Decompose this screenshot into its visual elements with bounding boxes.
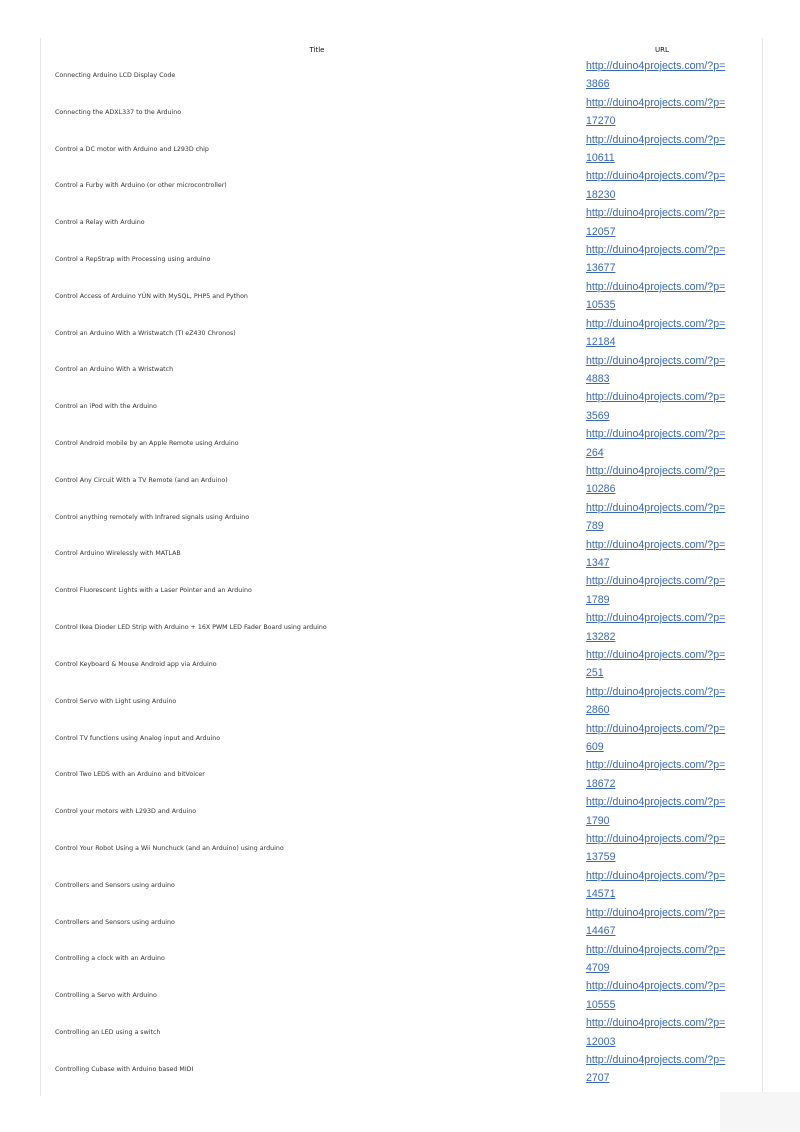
url-cell [586, 536, 738, 573]
table-row [48, 241, 738, 278]
project-title: Control your motors with L293D and Arduino [55, 808, 197, 816]
table-row [48, 94, 738, 131]
url-cell [586, 315, 738, 352]
project-title: Control Ikea Dioder LED Strip with Arduino + 16X PWM LED Fader Board using arduino [55, 624, 327, 632]
project-url-link[interactable]: http://duino4projects.com/?p=2707 [586, 1053, 726, 1085]
url-cell [586, 720, 738, 757]
column-header-title: Title [309, 45, 325, 54]
project-title: Control a DC motor with Arduino and L293D chip [55, 145, 209, 153]
project-url-link[interactable]: http://duino4projects.com/?p=3569 [586, 391, 726, 422]
url-cell [586, 904, 738, 941]
project-url-link[interactable]: http://duino4projects.com/?p=10286 [586, 464, 726, 496]
url-cell [586, 388, 738, 425]
url-cell [586, 57, 738, 94]
url-cell [586, 609, 738, 646]
project-url-link[interactable]: http://duino4projects.com/?p=14467 [586, 906, 726, 938]
project-url-link[interactable]: http://duino4projects.com/?p=609 [586, 722, 726, 754]
table-row [48, 425, 738, 462]
project-title: Control Android mobile by an Apple Remote using Arduino [55, 440, 239, 448]
page-corner-shade [720, 1092, 800, 1132]
project-title: Control Any Circuit With a TV Remote (and an Arduino) [55, 476, 228, 484]
url-cell [586, 499, 738, 536]
table-row [48, 1014, 738, 1051]
table-row [48, 315, 738, 352]
table-row [48, 904, 738, 941]
table-row [48, 609, 738, 646]
url-cell [586, 278, 738, 315]
project-title: Controllers and Sensors using arduino [55, 918, 175, 926]
url-cell [586, 131, 738, 168]
project-title: Control Servo with Light using Arduino [55, 697, 177, 705]
url-cell [586, 756, 738, 793]
table-row [48, 57, 738, 94]
project-title: Control Two LEDS with an Arduino and bitVoicer [55, 771, 205, 779]
table-row [48, 131, 738, 168]
url-cell [586, 1051, 738, 1088]
table-row [48, 793, 738, 830]
url-cell [586, 867, 738, 904]
table-row [48, 572, 738, 609]
table-row [48, 720, 738, 757]
url-cell [586, 241, 738, 278]
project-title: Control a RepStrap with Processing using arduino [55, 255, 211, 263]
project-title: Controllers and Sensors using arduino [55, 881, 175, 889]
project-url-link[interactable]: http://duino4projects.com/?p=13759 [586, 833, 726, 864]
table-row [48, 352, 738, 389]
project-url-link[interactable]: http://duino4projects.com/?p=10611 [586, 133, 726, 165]
project-url-link[interactable]: http://duino4projects.com/?p=251 [586, 649, 726, 680]
table-row [48, 867, 738, 904]
project-url-link[interactable]: http://duino4projects.com/?p=14571 [586, 869, 726, 901]
project-title: Control TV functions using Analog input and Arduino [55, 734, 221, 742]
table-row [48, 499, 738, 536]
project-title: Control a Furby with Arduino (or other microcontroller) [55, 182, 227, 190]
url-cell [586, 352, 738, 389]
table-row [48, 646, 738, 683]
table-row [48, 756, 738, 793]
url-cell [586, 167, 738, 204]
url-cell [586, 793, 738, 830]
url-cell [586, 425, 738, 462]
project-title: Connecting Arduino LCD Display Code [55, 71, 176, 79]
project-title: Controlling an LED using a switch [55, 1029, 161, 1037]
url-cell [586, 204, 738, 241]
table-row [48, 1051, 738, 1088]
project-url-link[interactable]: http://duino4projects.com/?p=18230 [586, 170, 726, 201]
project-url-link[interactable]: http://duino4projects.com/?p=789 [586, 501, 726, 533]
column-header-url: URL [655, 45, 669, 54]
project-url-link[interactable]: http://duino4projects.com/?p=12003 [586, 1017, 726, 1048]
table-row [48, 167, 738, 204]
project-title: Control Your Robot Using a Wii Nunchuck (and an Arduino) using arduino [55, 844, 284, 852]
url-cell [586, 830, 738, 867]
project-url-link[interactable]: http://duino4projects.com/?p=3866 [586, 60, 726, 91]
url-cell [586, 941, 738, 978]
project-title: Control a Relay with Arduino [55, 219, 145, 227]
url-cell [586, 683, 738, 720]
project-url-link[interactable]: http://duino4projects.com/?p=4709 [586, 943, 726, 974]
project-url-link[interactable]: http://duino4projects.com/?p=12057 [586, 207, 726, 238]
project-url-link[interactable]: http://duino4projects.com/?p=2860 [586, 685, 726, 717]
table-row [48, 388, 738, 425]
project-url-link[interactable]: http://duino4projects.com/?p=10555 [586, 980, 726, 1011]
header-row [48, 42, 738, 57]
table-row [48, 278, 738, 315]
url-cell [586, 462, 738, 499]
table-row [48, 683, 738, 720]
project-url-link[interactable]: http://duino4projects.com/?p=18672 [586, 759, 726, 790]
table-row [48, 536, 738, 573]
project-url-link[interactable]: http://duino4projects.com/?p=1347 [586, 538, 726, 569]
table-row [48, 830, 738, 867]
project-title: Controlling a clock with an Arduino [55, 955, 165, 963]
table-body [48, 57, 738, 1088]
project-title: Control Access of Arduino YÚN with MySQL, PHP5 and Python [55, 292, 248, 300]
url-cell [586, 572, 738, 609]
project-url-link[interactable]: http://duino4projects.com/?p=264 [586, 428, 726, 459]
url-cell [586, 977, 738, 1014]
table-row [48, 204, 738, 241]
project-title: Control anything remotely with Infrared signals using Arduino [55, 513, 250, 521]
project-title: Control an Arduino With a Wristwatch [55, 366, 174, 374]
table-row [48, 977, 738, 1014]
project-url-link[interactable]: http://duino4projects.com/?p=13282 [586, 612, 726, 643]
url-cell [586, 646, 738, 683]
url-cell [586, 94, 738, 131]
project-url-link[interactable]: http://duino4projects.com/?p=13677 [586, 244, 726, 275]
project-url-link[interactable]: http://duino4projects.com/?p=4883 [586, 354, 726, 385]
project-url-link[interactable]: http://duino4projects.com/?p=12184 [586, 317, 726, 349]
project-title: Control an Arduino With a Wristwatch (TI eZ430 Chronos) [55, 329, 236, 337]
project-title: Control Arduino Wirelessly with MATLAB [55, 550, 181, 558]
project-url-link[interactable]: http://duino4projects.com/?p=17270 [586, 96, 726, 128]
project-title: Controlling Cubase with Arduino based MIDI [55, 1065, 194, 1073]
project-url-link[interactable]: http://duino4projects.com/?p=10535 [586, 280, 726, 312]
projects-table [48, 42, 738, 1088]
project-title: Connecting the ADXL337 to the Arduino [55, 108, 182, 116]
project-url-link[interactable]: http://duino4projects.com/?p=1789 [586, 575, 726, 606]
table-row [48, 941, 738, 978]
project-title: Control an iPod with the Arduino [55, 403, 157, 411]
project-title: Controlling a Servo with Arduino [55, 992, 157, 1000]
project-title: Control Fluorescent Lights with a Laser Pointer and an Arduino [55, 587, 252, 595]
table-row [48, 462, 738, 499]
project-url-link[interactable]: http://duino4projects.com/?p=1790 [586, 796, 726, 827]
project-title: Control Keyboard & Mouse Android app via Arduino [55, 660, 217, 668]
url-cell [586, 1014, 738, 1051]
